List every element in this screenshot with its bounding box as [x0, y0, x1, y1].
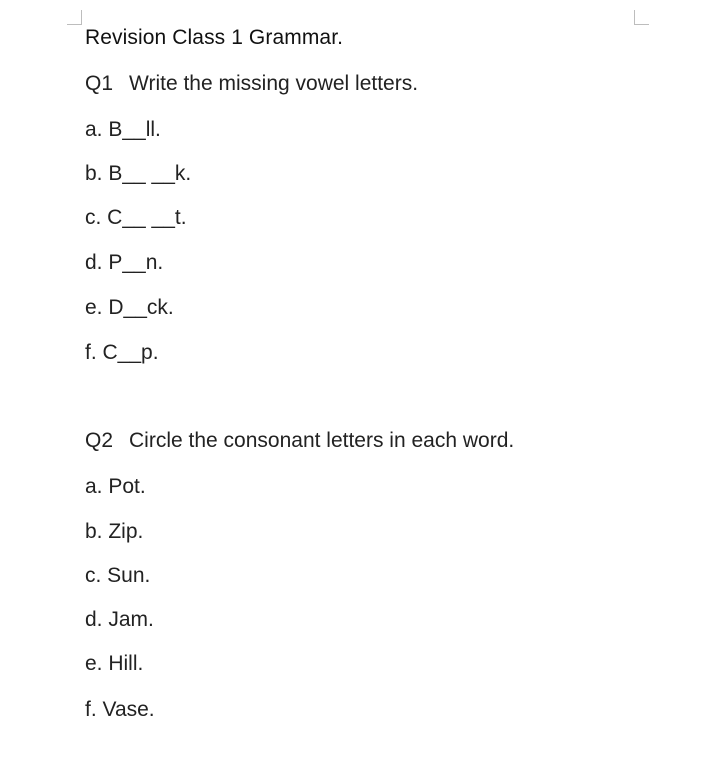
q2-item-e: e. Hill. [85, 652, 144, 675]
q2-item-c: c. Sun. [85, 564, 151, 587]
crop-mark-top-left [67, 10, 82, 25]
q1-item-a: a. B__ll. [85, 118, 161, 141]
q1-item-d: d. P__n. [85, 251, 164, 274]
q1-item-f: f. C__p. [85, 341, 159, 364]
document-title: Revision Class 1 Grammar. [85, 26, 344, 49]
question-2 [85, 429, 514, 453]
crop-mark-top-right [634, 10, 649, 25]
question-1-number: Q1 [85, 72, 114, 95]
q2-item-d: d. Jam. [85, 608, 154, 631]
question-1-prompt: Write the missing vowel letters. [129, 72, 419, 95]
q2-item-a: a. Pot. [85, 475, 146, 498]
q1-item-c: c. C__ __t. [85, 206, 187, 229]
question-2-number: Q2 [85, 429, 114, 452]
q2-item-b: b. Zip. [85, 520, 144, 543]
q2-item-f: f. Vase. [85, 698, 155, 721]
q1-item-b: b. B__ __k. [85, 162, 192, 185]
question-1 [85, 72, 418, 96]
question-2-prompt: Circle the consonant letters in each word. [129, 429, 515, 452]
q1-item-e: e. D__ck. [85, 296, 174, 319]
